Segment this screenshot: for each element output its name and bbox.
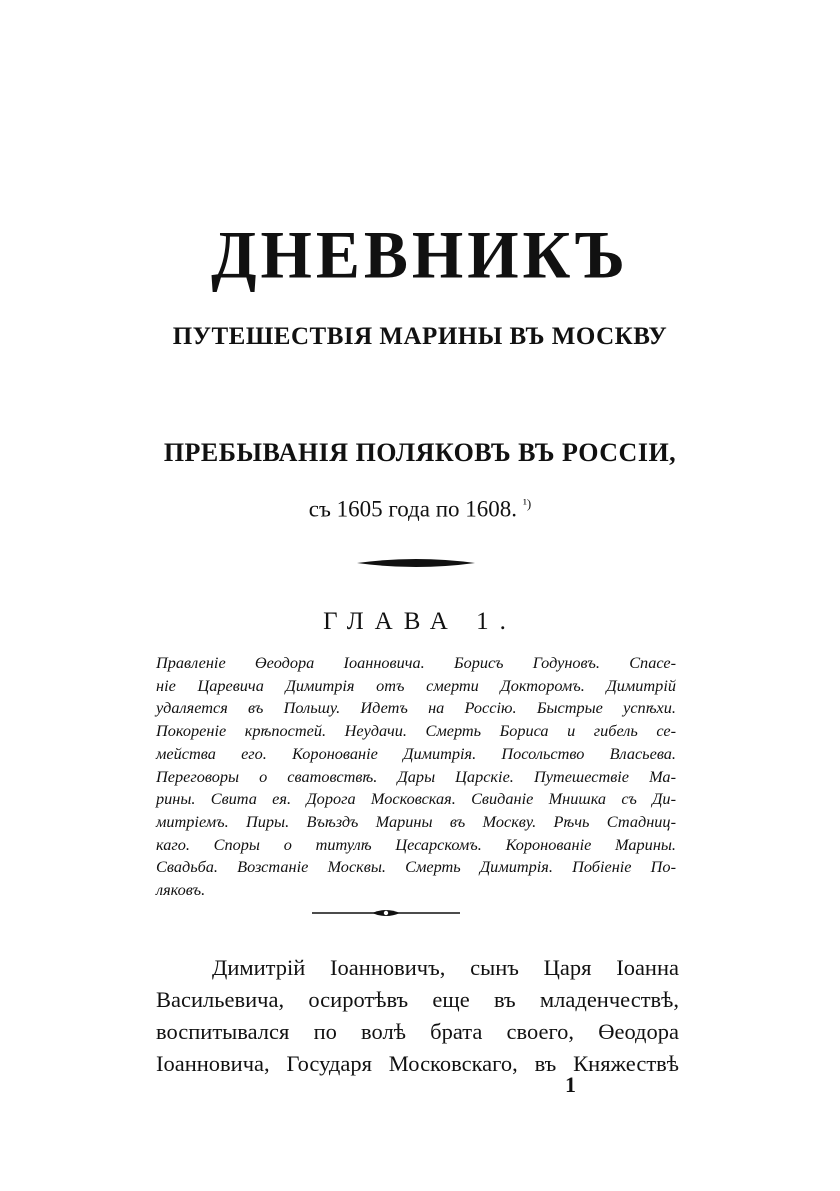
- summary-line: митріемъ. Пиры. Въѣздъ Марины въ Москву. Рѣчь Стадниц-: [156, 811, 676, 831]
- date-range: [0, 496, 840, 523]
- body-line: Димитрій Іоанновичъ, сынъ Царя Іоанна: [212, 955, 679, 980]
- summary-line: каго. Споры о титулѣ Цесарскомъ. Коронованіе Марины.: [156, 834, 676, 854]
- chapter-summary: [156, 652, 676, 902]
- summary-line: рины. Свита ея. Дорога Московская. Свиданіе Мнишка съ Ди-: [156, 789, 676, 809]
- summary-line: удаляется въ Польшу. Идетъ на Россію. Быстрые успѣхи.: [156, 698, 676, 718]
- ornamental-rule-top: [355, 556, 477, 570]
- subtitle-journey: ПУТЕШЕСТВІЯ МАРИНЫ ВЪ МОСКВУ: [172, 323, 668, 350]
- summary-line: ляковъ.: [156, 880, 206, 900]
- book-title: ДНЕВНИКЪ: [211, 218, 629, 293]
- summary-line: Правленіе Өеодора Іоанновича. Борисъ Годуновъ. Спасе-: [156, 653, 676, 672]
- summary-line: Переговоры о сватовствѣ. Дары Царскіе. Путешествіе Ма-: [156, 766, 676, 786]
- chapter-heading: ГЛАВА 1.: [323, 608, 517, 635]
- body-line: Васильевича, осиротѣвъ еще въ младенчествѣ,: [156, 987, 679, 1012]
- page-number: 1: [565, 1072, 576, 1097]
- ornamental-rule-bottom: [310, 906, 462, 920]
- footnote-mark: ¹): [523, 496, 532, 511]
- summary-line: ніе Царевича Димитрія отъ смерти Докторомъ. Димитрій: [156, 675, 676, 695]
- body-text: [156, 952, 679, 1080]
- date-range-text: съ 1605 года по 1608.: [308, 496, 518, 522]
- body-line: воспитывался по волѣ брата своего, Өеодора: [156, 1019, 679, 1044]
- subtitle-stay: ПРЕБЫВАНІЯ ПОЛЯКОВЪ ВЪ РОССІИ,: [163, 438, 677, 467]
- summary-line: Покореніе крѣпостей. Неудачи. Смерть Бориса и гибель се-: [156, 721, 676, 741]
- summary-line: Свадьба. Возстаніе Москвы. Смерть Димитрія. Побіеніе По-: [156, 857, 676, 877]
- summary-line: мейства его. Коронованіе Димитрія. Посольство Власьева.: [156, 743, 676, 763]
- body-line: Іоанновича, Государя Московскаго, въ Княжествѣ: [156, 1051, 679, 1076]
